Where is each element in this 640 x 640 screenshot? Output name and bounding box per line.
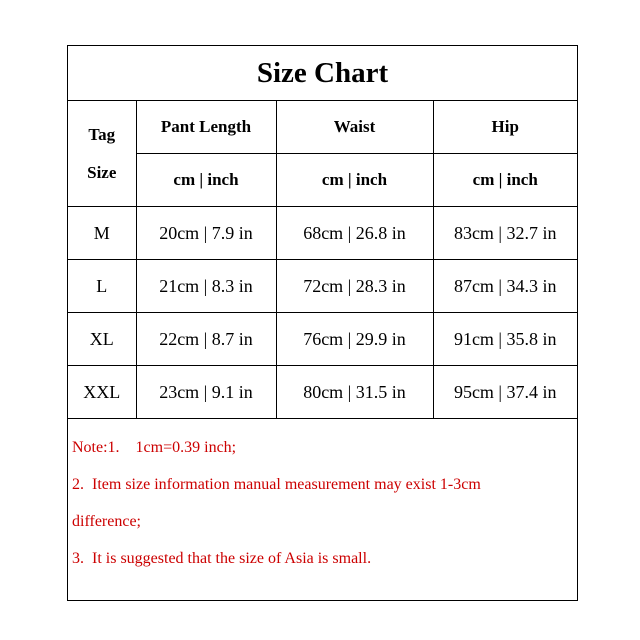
tag-label: Tag xyxy=(88,124,116,144)
note-line-3: difference; xyxy=(72,513,141,530)
waist-cell: 72cm | 28.3 in xyxy=(276,260,433,313)
pant-length-cell: 21cm | 8.3 in xyxy=(136,260,276,313)
size-label: Size xyxy=(87,162,117,182)
chart-title: Size Chart xyxy=(68,46,577,101)
size-cell: XL xyxy=(68,313,136,366)
pant-length-cell: 22cm | 8.7 in xyxy=(136,313,276,366)
table-row xyxy=(68,366,577,419)
hip-cell: 91cm | 35.8 in xyxy=(433,313,577,366)
note-line-2: 2. Item size information manual measurement may exist 1-3cm xyxy=(72,476,481,493)
tag-size-header xyxy=(68,101,136,207)
waist-cell: 76cm | 29.9 in xyxy=(276,313,433,366)
hip-cell: 87cm | 34.3 in xyxy=(433,260,577,313)
pant-length-cell: 20cm | 7.9 in xyxy=(136,207,276,260)
note-line-4: 3. It is suggested that the size of Asia is small. xyxy=(72,550,372,567)
note-line-1: Note:1. 1cm=0.39 inch; xyxy=(72,439,237,456)
waist-unit: cm | inch xyxy=(276,154,433,207)
size-cell: L xyxy=(68,260,136,313)
table-row xyxy=(68,207,577,260)
pant-length-cell: 23cm | 9.1 in xyxy=(136,366,276,419)
waist-cell: 80cm | 31.5 in xyxy=(276,366,433,419)
waist-header: Waist xyxy=(276,101,433,154)
hip-header: Hip xyxy=(433,101,577,154)
hip-unit: cm | inch xyxy=(433,154,577,207)
hip-cell: 95cm | 37.4 in xyxy=(433,366,577,419)
size-cell: XXL xyxy=(68,366,136,419)
waist-cell: 68cm | 26.8 in xyxy=(276,207,433,260)
hip-cell: 83cm | 32.7 in xyxy=(433,207,577,260)
notes-section xyxy=(68,429,577,577)
size-chart xyxy=(67,45,578,601)
table-row xyxy=(68,260,577,313)
table-row xyxy=(68,313,577,366)
pant-length-header: Pant Length xyxy=(136,101,276,154)
size-table xyxy=(68,101,577,419)
size-cell: M xyxy=(68,207,136,260)
pant-length-unit: cm | inch xyxy=(136,154,276,207)
